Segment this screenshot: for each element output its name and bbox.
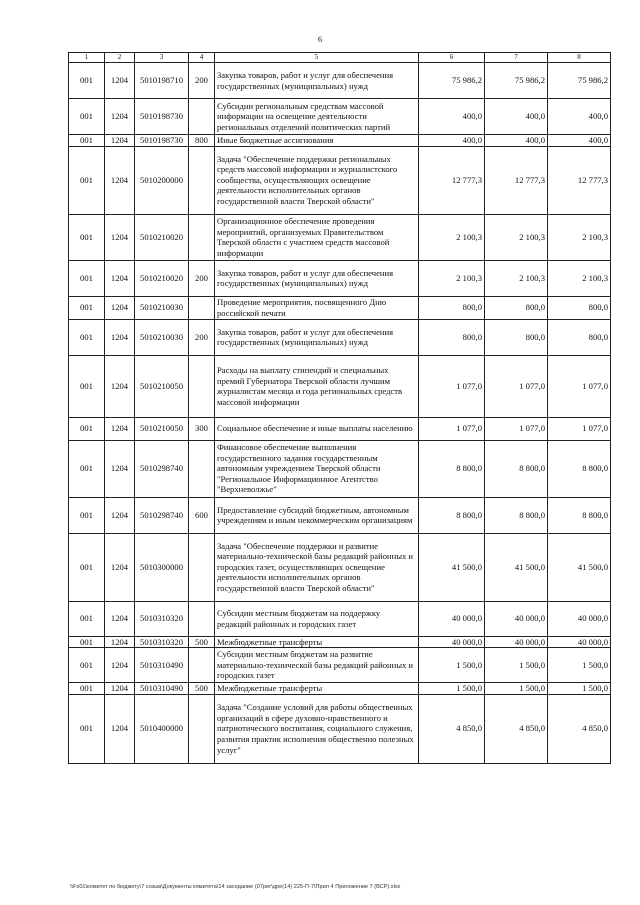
cell-target-article: 5010210030 xyxy=(135,319,189,355)
cell-description: Финансовое обеспечение выполнения государственного задания государственным автономным учреждением Тверской области "Региональное Информационное Агентство "Верхневолжье" xyxy=(215,440,419,497)
cell-amount-year-1: 2 100,3 xyxy=(419,260,485,296)
cell-section-code: 1204 xyxy=(105,146,135,214)
table-row xyxy=(69,497,611,533)
cell-description: Субсидии местным бюджетам на развитие материально-технической базы редакций районных и городских газет xyxy=(215,648,419,683)
cell-expense-type: 200 xyxy=(189,63,215,99)
cell-amount-year-2: 1 077,0 xyxy=(485,417,548,440)
cell-expense-type xyxy=(189,355,215,417)
cell-amount-year-3: 8 800,0 xyxy=(548,440,611,497)
cell-section-code: 1204 xyxy=(105,214,135,260)
cell-admin-code: 001 xyxy=(69,683,105,695)
cell-admin-code: 001 xyxy=(69,260,105,296)
cell-amount-year-1: 1 500,0 xyxy=(419,648,485,683)
cell-amount-year-3: 8 800,0 xyxy=(548,497,611,533)
cell-admin-code: 001 xyxy=(69,533,105,601)
cell-admin-code: 001 xyxy=(69,417,105,440)
cell-section-code: 1204 xyxy=(105,497,135,533)
cell-amount-year-3: 41 500,0 xyxy=(548,533,611,601)
cell-admin-code: 001 xyxy=(69,497,105,533)
cell-admin-code: 001 xyxy=(69,648,105,683)
cell-expense-type xyxy=(189,99,215,135)
cell-description: Предоставление субсидий бюджетным, автономным учреждениям и иным некоммерческим организациям xyxy=(215,497,419,533)
cell-admin-code: 001 xyxy=(69,135,105,147)
cell-amount-year-2: 8 800,0 xyxy=(485,497,548,533)
table-row xyxy=(69,214,611,260)
cell-amount-year-2: 400,0 xyxy=(485,135,548,147)
cell-description: Межбюджетные трансферты xyxy=(215,636,419,648)
cell-expense-type xyxy=(189,146,215,214)
cell-section-code: 1204 xyxy=(105,260,135,296)
cell-description: Субсидии региональным средствам массовой информации на освещение деятельности региональных отделений политических партий xyxy=(215,99,419,135)
table-row xyxy=(69,355,611,417)
table-row xyxy=(69,296,611,319)
cell-expense-type: 500 xyxy=(189,636,215,648)
cell-target-article: 5010310490 xyxy=(135,648,189,683)
cell-admin-code: 001 xyxy=(69,296,105,319)
cell-description: Субсидии местным бюджетам на поддержку редакций районных и городских газет xyxy=(215,601,419,636)
column-number: 6 xyxy=(419,53,485,63)
cell-expense-type: 200 xyxy=(189,260,215,296)
cell-description: Закупка товаров, работ и услуг для обеспечения государственных (муниципальных) нужд xyxy=(215,260,419,296)
cell-amount-year-2: 2 100,3 xyxy=(485,260,548,296)
cell-description: Проведение мероприятия, посвященного Дню российской печати xyxy=(215,296,419,319)
cell-expense-type: 500 xyxy=(189,683,215,695)
cell-target-article: 5010198730 xyxy=(135,135,189,147)
cell-expense-type xyxy=(189,533,215,601)
cell-description: Закупка товаров, работ и услуг для обеспечения государственных (муниципальных) нужд xyxy=(215,63,419,99)
cell-amount-year-2: 2 100,3 xyxy=(485,214,548,260)
cell-expense-type: 200 xyxy=(189,319,215,355)
cell-amount-year-1: 40 000,0 xyxy=(419,636,485,648)
cell-admin-code: 001 xyxy=(69,601,105,636)
cell-section-code: 1204 xyxy=(105,355,135,417)
cell-amount-year-1: 8 800,0 xyxy=(419,497,485,533)
table-row xyxy=(69,319,611,355)
cell-target-article: 5010298740 xyxy=(135,440,189,497)
cell-admin-code: 001 xyxy=(69,63,105,99)
cell-amount-year-1: 2 100,3 xyxy=(419,214,485,260)
cell-amount-year-3: 1 077,0 xyxy=(548,355,611,417)
cell-amount-year-3: 400,0 xyxy=(548,135,611,147)
cell-description: Социальное обеспечение и иные выплаты населению xyxy=(215,417,419,440)
cell-amount-year-3: 12 777,3 xyxy=(548,146,611,214)
cell-section-code: 1204 xyxy=(105,601,135,636)
cell-section-code: 1204 xyxy=(105,648,135,683)
cell-expense-type xyxy=(189,214,215,260)
file-path-footer: \\Fs01\комитет по бюджету\7 созыв\Документы комитета\14 заседание (07рег\дре(14) 225-П-7\Прил 4 Приложение 7 (ВСР).xlsx xyxy=(70,884,401,890)
cell-amount-year-1: 1 077,0 xyxy=(419,355,485,417)
cell-section-code: 1204 xyxy=(105,99,135,135)
cell-target-article: 5010210050 xyxy=(135,355,189,417)
cell-target-article: 5010200000 xyxy=(135,146,189,214)
cell-target-article: 5010310320 xyxy=(135,636,189,648)
cell-amount-year-3: 1 500,0 xyxy=(548,683,611,695)
column-number: 3 xyxy=(135,53,189,63)
cell-amount-year-3: 1 077,0 xyxy=(548,417,611,440)
cell-amount-year-2: 12 777,3 xyxy=(485,146,548,214)
cell-expense-type xyxy=(189,601,215,636)
cell-expense-type xyxy=(189,296,215,319)
cell-amount-year-2: 4 850,0 xyxy=(485,694,548,763)
cell-amount-year-2: 75 986,2 xyxy=(485,63,548,99)
cell-amount-year-1: 75 986,2 xyxy=(419,63,485,99)
cell-amount-year-1: 800,0 xyxy=(419,296,485,319)
cell-amount-year-2: 41 500,0 xyxy=(485,533,548,601)
cell-amount-year-2: 1 077,0 xyxy=(485,355,548,417)
table-row xyxy=(69,601,611,636)
table-row xyxy=(69,260,611,296)
cell-section-code: 1204 xyxy=(105,533,135,601)
cell-expense-type xyxy=(189,648,215,683)
cell-section-code: 1204 xyxy=(105,683,135,695)
cell-amount-year-3: 75 986,2 xyxy=(548,63,611,99)
cell-amount-year-2: 800,0 xyxy=(485,296,548,319)
cell-expense-type: 800 xyxy=(189,135,215,147)
cell-target-article: 5010298740 xyxy=(135,497,189,533)
column-number: 4 xyxy=(189,53,215,63)
cell-description: Расходы на выплату стипендий и специальных премий Губернатора Тверской области лучшим журналистам месяца и года региональных средств массовой информации xyxy=(215,355,419,417)
page-number: 6 xyxy=(318,35,322,44)
cell-section-code: 1204 xyxy=(105,135,135,147)
cell-amount-year-1: 1 500,0 xyxy=(419,683,485,695)
table-row xyxy=(69,694,611,763)
cell-section-code: 1204 xyxy=(105,417,135,440)
cell-admin-code: 001 xyxy=(69,694,105,763)
table-row xyxy=(69,636,611,648)
cell-target-article: 5010210050 xyxy=(135,417,189,440)
table-row xyxy=(69,63,611,99)
cell-expense-type: 600 xyxy=(189,497,215,533)
cell-description: Иные бюджетные ассигнования xyxy=(215,135,419,147)
cell-amount-year-1: 800,0 xyxy=(419,319,485,355)
cell-section-code: 1204 xyxy=(105,440,135,497)
cell-amount-year-1: 400,0 xyxy=(419,99,485,135)
cell-amount-year-2: 400,0 xyxy=(485,99,548,135)
cell-admin-code: 001 xyxy=(69,214,105,260)
cell-admin-code: 001 xyxy=(69,355,105,417)
cell-expense-type: 300 xyxy=(189,417,215,440)
cell-expense-type xyxy=(189,440,215,497)
table-row xyxy=(69,648,611,683)
cell-section-code: 1204 xyxy=(105,319,135,355)
cell-admin-code: 001 xyxy=(69,99,105,135)
cell-target-article: 5010310490 xyxy=(135,683,189,695)
cell-description: Организационное обеспечение проведения мероприятий, организуемых Правительством Тверской области с участием средств массовой информации xyxy=(215,214,419,260)
cell-amount-year-1: 41 500,0 xyxy=(419,533,485,601)
column-number: 2 xyxy=(105,53,135,63)
cell-amount-year-1: 400,0 xyxy=(419,135,485,147)
cell-section-code: 1204 xyxy=(105,636,135,648)
table-row xyxy=(69,135,611,147)
cell-amount-year-3: 4 850,0 xyxy=(548,694,611,763)
cell-expense-type xyxy=(189,694,215,763)
table-row xyxy=(69,417,611,440)
cell-amount-year-1: 40 000,0 xyxy=(419,601,485,636)
table-row xyxy=(69,683,611,695)
cell-amount-year-3: 800,0 xyxy=(548,296,611,319)
cell-amount-year-2: 8 800,0 xyxy=(485,440,548,497)
cell-amount-year-3: 2 100,3 xyxy=(548,214,611,260)
cell-amount-year-3: 1 500,0 xyxy=(548,648,611,683)
table-row xyxy=(69,440,611,497)
cell-amount-year-3: 40 000,0 xyxy=(548,601,611,636)
cell-amount-year-1: 4 850,0 xyxy=(419,694,485,763)
cell-amount-year-3: 40 000,0 xyxy=(548,636,611,648)
table-row xyxy=(69,99,611,135)
cell-admin-code: 001 xyxy=(69,146,105,214)
table-row xyxy=(69,146,611,214)
cell-amount-year-2: 1 500,0 xyxy=(485,648,548,683)
cell-section-code: 1204 xyxy=(105,694,135,763)
cell-target-article: 5010300000 xyxy=(135,533,189,601)
cell-admin-code: 001 xyxy=(69,636,105,648)
column-number: 8 xyxy=(548,53,611,63)
cell-target-article: 5010310320 xyxy=(135,601,189,636)
cell-amount-year-2: 800,0 xyxy=(485,319,548,355)
column-number: 1 xyxy=(69,53,105,63)
cell-description: Закупка товаров, работ и услуг для обеспечения государственных (муниципальных) нужд xyxy=(215,319,419,355)
cell-amount-year-2: 1 500,0 xyxy=(485,683,548,695)
cell-target-article: 5010198730 xyxy=(135,99,189,135)
column-number: 5 xyxy=(215,53,419,63)
budget-table-body xyxy=(69,53,611,764)
cell-admin-code: 001 xyxy=(69,440,105,497)
cell-amount-year-2: 40 000,0 xyxy=(485,636,548,648)
cell-target-article: 5010400000 xyxy=(135,694,189,763)
cell-section-code: 1204 xyxy=(105,63,135,99)
cell-target-article: 5010210030 xyxy=(135,296,189,319)
cell-target-article: 5010210020 xyxy=(135,214,189,260)
table-header-row xyxy=(69,53,611,63)
cell-description: Задача "Создание условий для работы общественных организаций в сфере духовно-нравственного и патриотического воспитания, социального служения, развития практик исполнения общественно полезных услуг" xyxy=(215,694,419,763)
cell-amount-year-1: 8 800,0 xyxy=(419,440,485,497)
cell-amount-year-1: 1 077,0 xyxy=(419,417,485,440)
cell-description: Задача "Обеспечение поддержки и развитие материально-технической базы редакций районных и городских газет, осуществляющих освещение деятельности исполнительных органов государственной власти Тверской области" xyxy=(215,533,419,601)
cell-section-code: 1204 xyxy=(105,296,135,319)
column-number: 7 xyxy=(485,53,548,63)
cell-target-article: 5010210020 xyxy=(135,260,189,296)
cell-amount-year-3: 2 100,3 xyxy=(548,260,611,296)
budget-table xyxy=(68,52,611,764)
cell-admin-code: 001 xyxy=(69,319,105,355)
cell-description: Задача "Обеспечение поддержки региональных средств массовой информации и журналистского сообщества, осуществляющих освещение деятельности исполнительных органов государственной власти Тверской области" xyxy=(215,146,419,214)
cell-target-article: 5010198710 xyxy=(135,63,189,99)
cell-amount-year-2: 40 000,0 xyxy=(485,601,548,636)
cell-amount-year-1: 12 777,3 xyxy=(419,146,485,214)
cell-description: Межбюджетные трансферты xyxy=(215,683,419,695)
cell-amount-year-3: 400,0 xyxy=(548,99,611,135)
cell-amount-year-3: 800,0 xyxy=(548,319,611,355)
table-row xyxy=(69,533,611,601)
